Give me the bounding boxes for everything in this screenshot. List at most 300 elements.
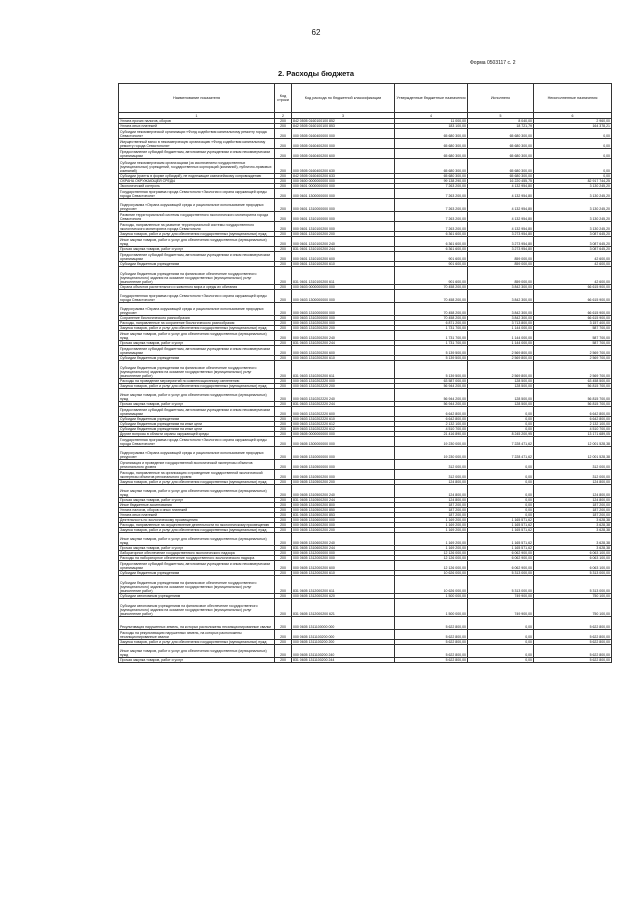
row-name: Субсидии бюджетным учреждениям на финансовое обеспечение государственного (муниципального) задания на оказание государственных (муниципальных) услуг (выполнение работ): [119, 576, 275, 594]
table-row: [119, 561, 612, 571]
row-unexecuted: 124 800,00: [534, 485, 612, 498]
row-line-code: 200: [275, 179, 292, 184]
row-line-code: 200: [275, 407, 292, 417]
row-unexecuted: 5 622 800,00: [534, 645, 612, 658]
row-approved: 2 132 100,00: [395, 422, 468, 427]
row-executed: 1 165 571,62: [468, 523, 534, 528]
row-budget-code: 831 0605 1312000200 621: [292, 599, 395, 617]
row-unexecuted: 3 130 245,20: [534, 212, 612, 222]
row-executed: 5 313 000,00: [468, 576, 534, 594]
row-executed: 7 228 471,62: [468, 437, 534, 447]
row-name: Прочая закупка товаров, работ и услуг: [119, 402, 275, 407]
row-line-code: 200: [275, 523, 292, 528]
row-executed: 0,00: [468, 470, 534, 480]
row-unexecuted: 66 615 900,00: [534, 285, 612, 290]
row-name: Субсидии бюджетным учреждениям на иные цели: [119, 427, 275, 432]
row-budget-code: 000 0605 1310500200 000: [292, 470, 395, 480]
row-unexecuted: 3 087 645,20: [534, 232, 612, 237]
row-unexecuted: 0,00: [534, 129, 612, 139]
row-executed: 3 842 300,00: [468, 285, 534, 290]
row-budget-code: 000 0603 1310200200 000: [292, 321, 395, 326]
row-unexecuted: 6 063 100,00: [534, 556, 612, 561]
row-line-code: 200: [275, 498, 292, 503]
row-executed: 3 273 954,80: [468, 247, 534, 252]
row-executed: 749 900,00: [468, 599, 534, 617]
row-budget-code: 000 0605 1312000200 600: [292, 561, 395, 571]
row-name: Предоставление субсидий бюджетным, автономным учреждениям и иным некоммерческим организациям: [119, 407, 275, 417]
row-approved: 6 871 200,00: [395, 321, 468, 326]
row-line-code: 200: [275, 149, 292, 159]
row-name: Имущественный взнос в некоммерческую организацию «Фонд содействия капитальному ремонту города Севастополя»: [119, 139, 275, 149]
row-name: Закупка товаров, работ и услуг для обеспечения государственных (муниципальных) нужд: [119, 528, 275, 533]
row-approved: 6 361 600,00: [395, 232, 468, 237]
row-budget-code: 842 0505 0160400200 633: [292, 174, 395, 179]
row-approved: 6 361 600,00: [395, 247, 468, 252]
row-line-code: 200: [275, 237, 292, 247]
row-budget-code: 831 0603 1310200200 244: [292, 341, 395, 346]
row-unexecuted: 312 000,00: [534, 470, 612, 480]
row-approved: 1 731 700,00: [395, 341, 468, 346]
row-budget-code: 000 0605 1312000200 610: [292, 571, 395, 576]
row-name: Расходы на лабораторное обеспечение государственного экологического надзора: [119, 556, 275, 561]
row-name: Иные закупки товаров, работ и услуг для обеспечения государственных (муниципальных) нужд: [119, 485, 275, 498]
row-name: Субсидии бюджетным учреждениям: [119, 417, 275, 422]
row-unexecuted: 2 132 100,00: [534, 422, 612, 427]
row-name: Государственная программа города Севастополя «Экология и охрана окружающей среды города Севастополя»: [119, 189, 275, 199]
row-executed: 1 144 000,00: [468, 331, 534, 341]
row-line-code: 200: [275, 503, 292, 508]
row-line-code: 200: [275, 262, 292, 267]
row-line-code: 200: [275, 518, 292, 523]
row-line-code: 200: [275, 594, 292, 599]
row-unexecuted: 124 800,00: [534, 498, 612, 503]
table-header: [119, 84, 612, 119]
row-line-code: 200: [275, 361, 292, 379]
row-approved: 1 169 200,00: [395, 528, 468, 533]
row-budget-code: 000 0505 0160400000 000: [292, 129, 395, 139]
row-unexecuted: 12 001 528,38: [534, 447, 612, 460]
row-approved: 70 458 200,00: [395, 290, 468, 303]
row-line-code: 200: [275, 470, 292, 480]
row-name: Иные закупки товаров, работ и услуг для обеспечения государственных (муниципальных) нужд: [119, 533, 275, 546]
row-executed: 3 713 800,00: [468, 321, 534, 326]
row-approved: 312 000,00: [395, 460, 468, 470]
row-name: Иные закупки товаров, работ и услуг для обеспечения государственных (муниципальных) нужд: [119, 389, 275, 402]
table-row: [119, 389, 612, 402]
row-approved: 1 169 200,00: [395, 546, 468, 551]
row-budget-code: 000 0605 1310600200 000: [292, 523, 395, 528]
row-budget-code: 000 0505 0160400200 000: [292, 139, 395, 149]
table-row: [119, 331, 612, 341]
row-budget-code: 000 0603 1310202220 240: [292, 389, 395, 402]
row-unexecuted: 0,00: [534, 149, 612, 159]
row-line-code: 200: [275, 528, 292, 533]
row-executed: 4 132 954,80: [468, 184, 534, 189]
row-executed: 18 721,79: [468, 124, 534, 129]
row-unexecuted: 6 642 800,00: [534, 407, 612, 417]
table-row: [119, 645, 612, 658]
row-budget-code: 000 0601 1310100000 000: [292, 212, 395, 222]
row-approved: 70 458 200,00: [395, 303, 468, 316]
row-executed: 65 680 300,00: [468, 129, 534, 139]
row-executed: 65 680 300,00: [468, 159, 534, 174]
row-approved: 312 000,00: [395, 470, 468, 480]
row-unexecuted: 0,00: [534, 139, 612, 149]
header-line-code: Код строки: [275, 84, 292, 113]
table-row: [119, 129, 612, 139]
table-row: [119, 447, 612, 460]
table-row: [119, 252, 612, 262]
row-unexecuted: 12 001 528,38: [534, 437, 612, 447]
row-unexecuted: 42 600,00: [534, 252, 612, 262]
table-row: [119, 533, 612, 546]
row-budget-code: 831 0601 1310100200 244: [292, 247, 395, 252]
row-line-code: 200: [275, 427, 292, 432]
row-executed: 1 165 571,62: [468, 533, 534, 546]
row-approved: 21 416 890,00: [395, 432, 468, 437]
row-budget-code: 831 0601 1310100200 611: [292, 267, 395, 285]
row-approved: 5 139 500,00: [395, 346, 468, 356]
row-budget-code: 831 0605 1311100200 244: [292, 658, 395, 663]
row-approved: 183 100,00: [395, 124, 468, 129]
row-line-code: 200: [275, 222, 292, 232]
row-unexecuted: 0,00: [534, 174, 612, 179]
row-unexecuted: 5 313 000,00: [534, 571, 612, 576]
row-executed: 0,00: [468, 508, 534, 513]
table-row: [119, 139, 612, 149]
row-executed: 65 680 300,00: [468, 174, 534, 179]
row-approved: 56 944 200,00: [395, 384, 468, 389]
row-approved: 1 169 200,00: [395, 518, 468, 523]
table-row: [119, 630, 612, 640]
row-name: Субсидии бюджетным учреждениям: [119, 356, 275, 361]
row-approved: 65 680 300,00: [395, 149, 468, 159]
row-unexecuted: 3 157 400,00: [534, 321, 612, 326]
row-budget-code: 000 0605 1310500200 240: [292, 485, 395, 498]
row-unexecuted: 66 615 900,00: [534, 303, 612, 316]
row-budget-code: 000 0603 1310202220 600: [292, 407, 395, 417]
row-unexecuted: 2 569 700,00: [534, 346, 612, 356]
row-executed: 128 500,00: [468, 389, 534, 402]
row-budget-code: 000 0605 1312000000 000: [292, 551, 395, 556]
row-budget-code: 000 0603 1310202220 612: [292, 422, 395, 427]
row-line-code: 200: [275, 389, 292, 402]
table-row: [119, 460, 612, 470]
row-line-code: 200: [275, 546, 292, 551]
table-row: [119, 159, 612, 174]
row-name: Субсидии бюджетным учреждениям: [119, 262, 275, 267]
row-approved: 7 263 200,00: [395, 222, 468, 232]
row-line-code: 200: [275, 346, 292, 356]
row-approved: 124 800,00: [395, 480, 468, 485]
row-line-code: 200: [275, 630, 292, 640]
row-name: Уплата прочих налогов, сборов: [119, 119, 275, 124]
row-name: Подпрограмма «Охрана окружающей среды и рациональное использование природных ресурсов»: [119, 199, 275, 212]
row-approved: 7 263 200,00: [395, 189, 468, 199]
row-budget-code: 000 0505 0160400200 600: [292, 149, 395, 159]
row-unexecuted: 63 458 500,00: [534, 379, 612, 384]
table-row: [119, 407, 612, 417]
row-name: Развитие территориальной системы государственного экологического мониторинга города Севастополя: [119, 212, 275, 222]
row-line-code: 200: [275, 384, 292, 389]
table-row: [119, 361, 612, 379]
row-line-code: 200: [275, 422, 292, 427]
row-unexecuted: 3 087 645,20: [534, 237, 612, 247]
row-unexecuted: 4 510 700,00: [534, 427, 612, 432]
col-number: 4: [395, 113, 468, 119]
row-budget-code: 000 0601 1310100200 600: [292, 252, 395, 262]
header-budget-code: Код расхода по бюджетной классификации: [292, 84, 395, 113]
row-line-code: 200: [275, 303, 292, 316]
row-name: Субсидии некоммерческой организации «Фонд содействия капитальному ремонту города Севастополя»: [119, 129, 275, 139]
row-line-code: 200: [275, 321, 292, 326]
row-unexecuted: 312 000,00: [534, 460, 612, 470]
row-budget-code: 000 0605 1310600200 240: [292, 533, 395, 546]
row-budget-code: 000 0605 1312000200 000: [292, 556, 395, 561]
row-budget-code: 000 0605 0000000000 000: [292, 432, 395, 437]
row-approved: 10 626 000,00: [395, 571, 468, 576]
row-name: Закупка товаров, работ и услуг для обеспечения государственных (муниципальных) нужд: [119, 640, 275, 645]
row-approved: 4 510 700,00: [395, 427, 468, 432]
row-unexecuted: 187 200,00: [534, 503, 612, 508]
row-budget-code: 831 0605 1312000200 611: [292, 576, 395, 594]
table-row: [119, 267, 612, 285]
row-line-code: 200: [275, 356, 292, 361]
row-budget-code: 000 0603 1310200200 610: [292, 356, 395, 361]
row-executed: 0,00: [468, 640, 534, 645]
table-row: [119, 576, 612, 594]
row-approved: 7 263 200,00: [395, 184, 468, 189]
row-name: Расходы, направленные на развитие территориальной системы государственного экологического мониторинга города Севастополя: [119, 222, 275, 232]
row-unexecuted: 6 063 100,00: [534, 551, 612, 556]
row-unexecuted: 5 313 000,00: [534, 576, 612, 594]
row-approved: 19 230 000,00: [395, 447, 468, 460]
row-unexecuted: 66 615 900,00: [534, 290, 612, 303]
row-unexecuted: 587 700,00: [534, 326, 612, 331]
row-unexecuted: 5 622 800,00: [534, 640, 612, 645]
row-executed: 4 132 954,80: [468, 199, 534, 212]
row-name: Расходы, направленные на организацию и проведение государственной экологической экспертизы объектов регионального уровня: [119, 470, 275, 480]
row-name: Предоставление субсидий бюджетным, автономным учреждениям и иным некоммерческим организациям: [119, 149, 275, 159]
row-name: Государственная программа города Севастополя «Экология и охрана окружающей среды города Севастополя»: [119, 437, 275, 447]
row-unexecuted: 587 700,00: [534, 341, 612, 346]
row-name: Иные закупки товаров, работ и услуг для обеспечения государственных (муниципальных) нужд: [119, 331, 275, 341]
row-unexecuted: 42 600,00: [534, 262, 612, 267]
row-executed: 1 165 571,62: [468, 528, 534, 533]
row-line-code: 200: [275, 437, 292, 447]
row-line-code: 200: [275, 159, 292, 174]
row-approved: 56 944 200,00: [395, 389, 468, 402]
row-name: Иные закупки товаров, работ и услуг для обеспечения государственных (муниципальных) нужд: [119, 645, 275, 658]
row-approved: 187 200,00: [395, 513, 468, 518]
row-unexecuted: 66 615 900,00: [534, 316, 612, 321]
row-name: Субсидии некоммерческим организациям (за исключением государственных (муниципальных) учреждений, государственных корпораций (компаний), публично-правовых компаний): [119, 159, 275, 174]
row-line-code: 200: [275, 326, 292, 331]
row-approved: 56 944 200,00: [395, 402, 468, 407]
row-executed: 0,00: [468, 485, 534, 498]
row-unexecuted: 56 815 700,00: [534, 384, 612, 389]
row-unexecuted: 3 628,38: [534, 533, 612, 546]
row-approved: 12 126 000,00: [395, 561, 468, 571]
row-executed: 0,00: [468, 617, 534, 630]
row-executed: 4 132 954,80: [468, 212, 534, 222]
row-budget-code: 000 0505 0160400200 630: [292, 159, 395, 174]
row-unexecuted: 56 815 700,00: [534, 389, 612, 402]
table-row: [119, 437, 612, 447]
row-executed: 3 842 300,00: [468, 303, 534, 316]
row-unexecuted: 750 100,00: [534, 599, 612, 617]
row-executed: 3 842 300,00: [468, 316, 534, 321]
row-executed: 3 273 954,80: [468, 237, 534, 247]
row-unexecuted: 3 130 245,20: [534, 189, 612, 199]
row-name: Организация и проведение государственной экологической экспертизы объектов регионального уровня: [119, 460, 275, 470]
row-name: Предоставление субсидий бюджетным, автономным учреждениям и иным некоммерческим организациям: [119, 252, 275, 262]
row-line-code: 200: [275, 485, 292, 498]
row-executed: 1 165 571,62: [468, 518, 534, 523]
row-unexecuted: 5 622 800,00: [534, 630, 612, 640]
row-approved: 65 680 300,00: [395, 159, 468, 174]
row-unexecuted: 5 622 800,00: [534, 617, 612, 630]
row-name: Подпрограмма «Охрана окружающей среды и рациональное использование природных ресурсов»: [119, 303, 275, 316]
table-body: [119, 119, 612, 663]
row-approved: 70 458 200,00: [395, 285, 468, 290]
row-name: Субсидии (гранты в форме субсидий), не подлежащие казначейскому сопровождению: [119, 174, 275, 179]
row-unexecuted: 3 087 645,20: [534, 247, 612, 252]
table-row: [119, 237, 612, 247]
row-name: Уплата иных платежей: [119, 124, 275, 129]
row-executed: 5 313 000,00: [468, 571, 534, 576]
row-line-code: 200: [275, 417, 292, 422]
row-name: Субсидии бюджетным учреждениям: [119, 571, 275, 576]
row-approved: 70 458 200,00: [395, 316, 468, 321]
row-budget-code: 000 0605 1310500000 000: [292, 460, 395, 470]
row-line-code: 200: [275, 658, 292, 663]
row-line-code: 200: [275, 402, 292, 407]
row-unexecuted: 3 628,38: [534, 523, 612, 528]
row-approved: 5 622 800,00: [395, 658, 468, 663]
row-approved: 1 169 200,00: [395, 523, 468, 528]
row-line-code: 200: [275, 508, 292, 513]
row-executed: 128 500,00: [468, 402, 534, 407]
table-row: [119, 658, 612, 663]
row-name: Сохранение биологического разнообразия: [119, 316, 275, 321]
row-name: Иные закупки товаров, работ и услуг для обеспечения государственных (муниципальных) нужд: [119, 237, 275, 247]
row-budget-code: 000 0603 1300000000 000: [292, 290, 395, 303]
row-name: Государственная программа города Севастополя «Экология и охрана окружающей среды города Севастополя»: [119, 290, 275, 303]
row-executed: 2 569 800,00: [468, 361, 534, 379]
row-line-code: 200: [275, 290, 292, 303]
row-budget-code: 000 0601 1310100200 610: [292, 262, 395, 267]
table-row: [119, 303, 612, 316]
row-executed: 2 569 800,00: [468, 346, 534, 356]
row-executed: 859 000,00: [468, 267, 534, 285]
row-unexecuted: 3 628,38: [534, 518, 612, 523]
row-budget-code: 000 0603 0000000000 000: [292, 285, 395, 290]
row-approved: 7 263 200,00: [395, 212, 468, 222]
row-approved: 6 642 800,00: [395, 407, 468, 417]
row-executed: 1 144 000,00: [468, 341, 534, 346]
form-number: Форма 0503117 с. 2: [470, 60, 516, 66]
row-executed: 8 245 200,95: [468, 432, 534, 437]
row-budget-code: 000 0603 1310000000 000: [292, 303, 395, 316]
row-executed: 3 842 300,00: [468, 290, 534, 303]
row-name: Уплата налогов, сборов и иных платежей: [119, 508, 275, 513]
row-budget-code: 000 0605 1312000200 620: [292, 594, 395, 599]
row-unexecuted: 164 378,21: [534, 124, 612, 129]
row-unexecuted: 6 063 100,00: [534, 561, 612, 571]
row-executed: 0,00: [468, 630, 534, 640]
row-executed: 0,00: [468, 513, 534, 518]
row-budget-code: 000 0605 1300000000 000: [292, 437, 395, 447]
row-name: Прочая закупка товаров, работ и услуг: [119, 247, 275, 252]
row-name: Другие вопросы в области охраны окружающей среды: [119, 432, 275, 437]
row-executed: 6 062 900,00: [468, 551, 534, 556]
row-line-code: 200: [275, 199, 292, 212]
row-budget-code: 000 0605 1310000000 000: [292, 447, 395, 460]
row-executed: 0,00: [468, 645, 534, 658]
row-line-code: 200: [275, 212, 292, 222]
table-row: [119, 199, 612, 212]
table-row: [119, 470, 612, 480]
row-executed: 0,00: [468, 417, 534, 422]
header-name: Наименование показателя: [119, 84, 275, 113]
row-approved: 187 200,00: [395, 503, 468, 508]
row-approved: 65 680 300,00: [395, 129, 468, 139]
row-approved: 5 622 800,00: [395, 630, 468, 640]
row-executed: 4 132 954,80: [468, 189, 534, 199]
row-name: Расходы, направленные на осуществление деятельности по экологическому просвещению: [119, 523, 275, 528]
col-number: 3: [292, 113, 395, 119]
col-number: 2: [275, 113, 292, 119]
row-budget-code: 000 0601 1310100200 000: [292, 222, 395, 232]
row-approved: 1 500 000,00: [395, 594, 468, 599]
row-line-code: 200: [275, 379, 292, 384]
row-executed: 7 228 471,62: [468, 447, 534, 460]
row-name: Иные бюджетные ассигнования: [119, 503, 275, 508]
row-unexecuted: 750 100,00: [534, 594, 612, 599]
row-executed: 0,00: [468, 658, 534, 663]
row-budget-code: 000 0603 1310200000 000: [292, 316, 395, 321]
row-approved: 65 680 300,00: [395, 139, 468, 149]
row-budget-code: 000 0600 0000000000 000: [292, 179, 395, 184]
row-executed: 0,00: [468, 480, 534, 485]
row-approved: 1 731 700,00: [395, 326, 468, 331]
row-unexecuted: 587 700,00: [534, 331, 612, 341]
row-approved: 6 642 800,00: [395, 417, 468, 422]
row-line-code: 200: [275, 316, 292, 321]
table-row: [119, 346, 612, 356]
table-row: [119, 599, 612, 617]
row-line-code: 200: [275, 533, 292, 546]
row-executed: 749 900,00: [468, 594, 534, 599]
row-line-code: 200: [275, 645, 292, 658]
row-unexecuted: 6 642 800,00: [534, 417, 612, 422]
row-unexecuted: 0,00: [534, 159, 612, 174]
row-name: Закупка товаров, работ и услуг для обеспечения государственных (муниципальных) нужд: [119, 232, 275, 237]
header-executed: Исполнено: [468, 84, 534, 113]
row-line-code: 200: [275, 513, 292, 518]
row-executed: 0,00: [468, 427, 534, 432]
row-budget-code: 000 0603 1310202220 000: [292, 379, 395, 384]
row-line-code: 200: [275, 124, 292, 129]
row-approved: 187 200,00: [395, 508, 468, 513]
section-title: 2. Расходы бюджета: [277, 69, 355, 78]
row-executed: 8 040,00: [468, 119, 534, 124]
row-approved: 11 000,00: [395, 119, 468, 124]
row-executed: 1 165 571,62: [468, 546, 534, 551]
row-executed: 0,00: [468, 422, 534, 427]
row-budget-code: 000 0605 1310500200 200: [292, 480, 395, 485]
